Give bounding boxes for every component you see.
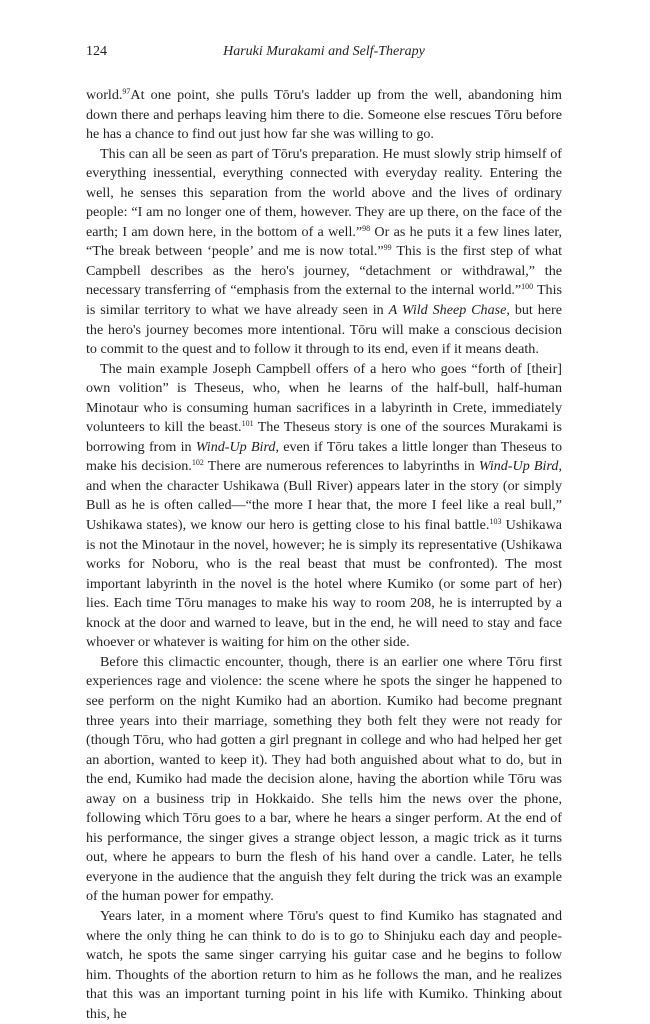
footnote-ref: 101 <box>241 419 254 429</box>
text-run: At one point, she pulls Tōru's ladder up from the well, abandoning him down there and perhaps leaving him there to die. Someone else rescues Tōru before he has a chance to find out just how far she was willing to go. <box>86 87 562 143</box>
body-text <box>86 86 562 1024</box>
page-header <box>86 44 562 64</box>
footnote-ref: 102 <box>191 458 204 468</box>
text-run: This can all be seen as part of Tōru's preparation. He must slowly strip himself of everything inessential, everything connected with everyday reality. Entering the well, he senses this separation from the world above and the lives of ordinary people: “I am no longer one of them, however. They are up there, on the face of the earth; I am down here, in the bottom of a well.” <box>86 145 562 240</box>
book-title: Wind-Up Bird <box>195 438 276 455</box>
paragraph <box>86 907 562 1024</box>
paragraph <box>86 360 562 653</box>
text-run: , but here the hero's journey becomes more intentional. Tōru will make a conscious decision to commit to the quest and to follow it through to its end, even if it means death. <box>86 302 562 358</box>
running-title: Haruki Murakami and Self-Therapy <box>223 44 425 59</box>
paragraph <box>86 86 562 145</box>
text-run: There are numerous references to labyrinths in <box>203 458 479 475</box>
text-run: Years later, in a moment where Tōru's quest to find Kumiko has stagnated and where the only thing he can think to do is to go to Shinjuku each day and people-watch, he spots the same singer carrying his guitar case and he begins to follow him. Thoughts of the abortion return to him as he follows the man, and he realizes that this was an important turning point in his life with Kumiko. Thinking about this, he <box>86 907 562 1022</box>
text-run: , even if Tōru takes a little longer than Theseus to make his decision. <box>86 438 562 475</box>
text-run: The Theseus story is one of the sources Murakami is borrowing from in <box>86 419 562 455</box>
footnote-ref: 103 <box>489 517 502 527</box>
book-title: Wind-Up Bird <box>478 458 559 475</box>
footnote-ref: 98 <box>362 223 371 233</box>
text-run: Or as he puts it a few lines later, “The break between ‘people’ and me is now total.” <box>86 223 562 260</box>
footnote-ref: 100 <box>521 282 534 292</box>
text-run: Before this climactic encounter, though, there is an earlier one where Tōru first experiences rage and violence: the scene where he spots the singer he happened to see perform on the night Kumiko had an abortion. Kumiko had become pregnant three years into their marriage, something they both felt they were not ready for (though Tōru, who had gotten a girl pregnant in college and who had helped her get an abortion, wanted to keep it). They had both anguished about what to do, but in the end, Kumiko had made the decision alone, having the abortion while Tōru was away on a business trip in Hokkaido. She tells him the news over the phone, following which Tōru goes to a bar, where he hears a singer perform. At the end of his performance, the singer gives a strange object lesson, a magic trick as it turns out, where he appears to burn the flesh of his hand over a candle. Later, he tells everyone in the audience that the anguish they felt during the trick was an example of the human power for empathy. <box>86 653 562 905</box>
text-run: The main example Joseph Campbell offers of a hero who goes “forth of [their] own volition” is Theseus, who, when he learns of the half-bull, half-human Minotaur who is consuming human sacrifices in a labyrinth in Crete, immediately volunteers to kill the beast. <box>86 360 562 436</box>
footnote-ref: 99 <box>383 243 392 253</box>
text-run: , and when the character Ushikawa (Bull River) appears later in the story (or simply Bull as he is often called—“the more I hear that, the more I feel like a real bull,” Ushikawa states), we know our hero is getting close to his final battle. <box>86 458 562 534</box>
text-run: This is similar territory to what we have already seen in <box>86 282 563 319</box>
paragraph <box>86 653 562 907</box>
paragraph <box>86 145 562 360</box>
page-number: 124 <box>86 44 107 59</box>
footnote-ref: 97 <box>122 87 131 96</box>
book-title: A Wild Sheep Chase <box>388 302 507 319</box>
text-run: world. <box>86 87 123 103</box>
text-run: Ushikawa is not the Minotaur in the novel, however; he is simply its representative (Ushikawa works for Noboru, who is the real beast that must be confronted). The most important labyrinth in the novel is the hotel where Kumiko (or some part of her) lies. Each time Tōru manages to make his way to room 208, he is interrupted by a knock at the door and warned to leave, but in the end, he will need to stay and face whoever or whatever is waiting for him on the other side. <box>86 517 562 651</box>
text-run: This is the first step of what Campbell describes as the hero's journey, “detachment or withdrawal,” the necessary transferring of “emphasis from the external to the internal world.” <box>86 243 562 299</box>
